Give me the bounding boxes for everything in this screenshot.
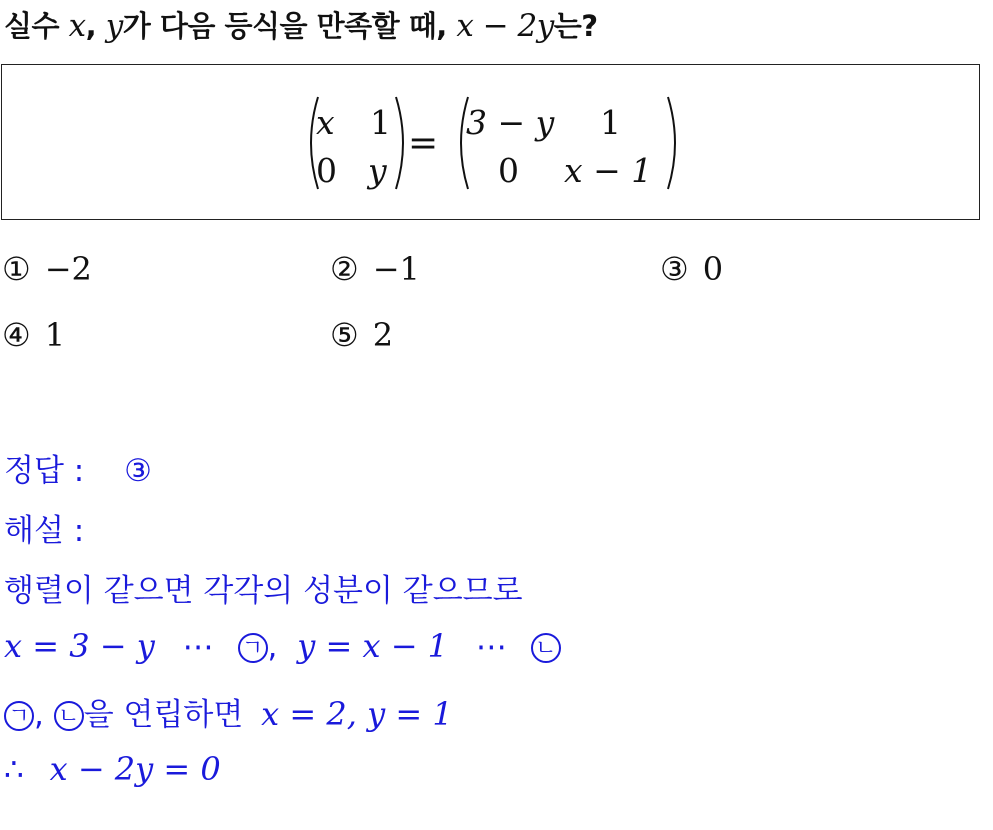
final-expression: x − 2y = 0 — [49, 750, 221, 788]
solution-line-3: ㄱ , ㄴ 을 연립하면 x = 2, y = 1 — [4, 689, 453, 734]
jamo-nieun-1: ㄴ — [531, 633, 561, 663]
choice-1[interactable] — [2, 250, 92, 288]
question-middle: 가 다음 등식을 만족할 때, — [122, 9, 457, 43]
jamo-giyeok-2: ㄱ — [4, 701, 34, 731]
therefore-symbol: ∴ — [4, 752, 24, 788]
equals-sign: = — [408, 123, 439, 164]
left-matrix-cell-12: 1 — [370, 103, 391, 142]
choice-5[interactable] — [330, 316, 393, 354]
right-matrix-cell-12: 1 — [600, 103, 621, 142]
left-matrix-cell-21: 0 — [316, 151, 337, 190]
solution-line-2: x = 3 − y ⋯ ㄱ , y = x − 1 ⋯ ㄴ — [4, 627, 561, 665]
choice-3[interactable] — [660, 250, 723, 288]
question-comma: , — [85, 9, 106, 43]
choice-4-marker: ④ — [2, 316, 31, 354]
question-text — [4, 4, 598, 45]
answer-value: ③ — [124, 453, 152, 489]
choice-2[interactable] — [330, 250, 420, 288]
choice-5-marker: ⑤ — [330, 316, 359, 354]
choice-5-value: 2 — [372, 316, 394, 354]
choice-3-marker: ③ — [660, 250, 689, 288]
right-matrix-cell-22: x − 1 — [564, 151, 653, 190]
question-var-x: x — [68, 8, 86, 44]
choice-1-value: −2 — [44, 250, 92, 288]
left-matrix-cell-22: y — [368, 151, 387, 190]
equation-1: x = 3 − y — [4, 627, 155, 665]
question-prefix: 실수 — [4, 9, 69, 43]
solution-line-1: 행렬이 같으면 각각의 성분이 같으므로 — [4, 573, 523, 609]
right-matrix-cell-21: 0 — [498, 151, 519, 190]
answer-label: 정답 : — [4, 453, 85, 489]
right-matrix-close-paren — [664, 95, 684, 191]
question-expr: x − 2y — [456, 8, 554, 44]
choice-1-marker: ① — [2, 250, 31, 288]
ellipsis-1: ⋯ — [182, 629, 214, 665]
ellipsis-2: ⋯ — [475, 629, 507, 665]
solution-line-4 — [4, 750, 221, 788]
choice-2-marker: ② — [330, 250, 359, 288]
left-matrix-cell-11: x — [316, 103, 335, 142]
choice-3-value: 0 — [702, 250, 724, 288]
question-suffix: 는? — [553, 9, 598, 43]
solve-together-text: 을 연립하면 — [83, 697, 244, 733]
solution-result: x = 2, y = 1 — [261, 695, 453, 733]
explanation-label: 해설 : — [4, 513, 85, 549]
answer-line — [4, 445, 152, 490]
choice-4[interactable] — [2, 316, 65, 354]
jamo-giyeok-1: ㄱ — [238, 633, 268, 663]
jamo-nieun-2: ㄴ — [54, 701, 84, 731]
choice-2-value: −1 — [372, 250, 420, 288]
equation-box — [1, 64, 980, 220]
choice-4-value: 1 — [44, 316, 66, 354]
question-var-y: y — [105, 8, 123, 44]
equation-2: y = x − 1 — [297, 627, 449, 665]
right-matrix-cell-11: 3 − y — [466, 103, 555, 142]
